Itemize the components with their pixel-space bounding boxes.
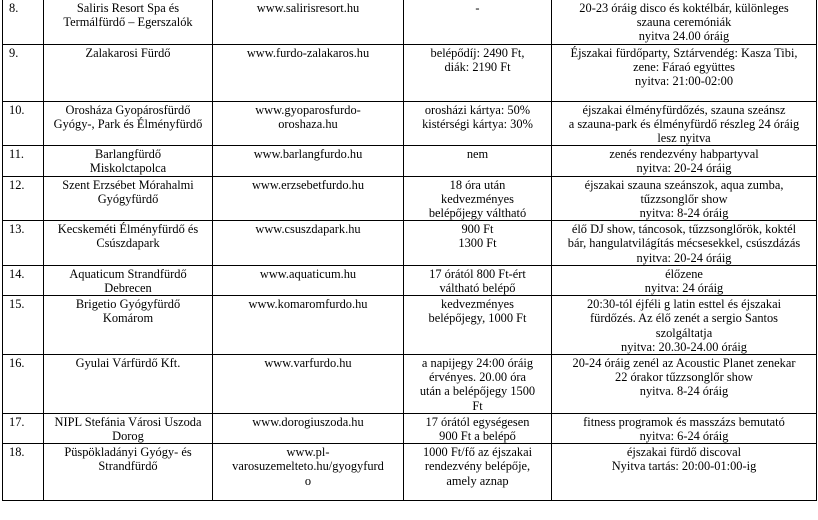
website-line: o	[304, 473, 312, 488]
price-line: 1300 Ft	[458, 236, 497, 251]
row-number: 18.	[9, 445, 25, 460]
price-cell	[404, 413, 552, 443]
program-line: szolgáltatja	[655, 325, 713, 340]
table-row	[3, 0, 817, 44]
program-line: fürdőzés. Az élő zenét a sergio Santos	[590, 311, 778, 326]
spa-programs-table	[2, 0, 817, 501]
website-line: www.aquaticum.hu	[259, 266, 357, 281]
website-line: varosuzemelteto.hu/gyogyfurd	[232, 459, 384, 474]
row-number: 16.	[9, 356, 25, 371]
program-line: 22 órakor tűzzsonglőr show	[615, 370, 753, 385]
spa-name-line: Strandfürdő	[98, 459, 158, 474]
spa-name-line: Orosháza Gyopárosfürdő	[65, 102, 191, 117]
spa-name-line: Aquaticum Strandfürdő	[69, 266, 187, 281]
table-row	[3, 221, 817, 266]
program-cell	[552, 413, 817, 443]
spa-name-line: Brigetio Gyógyfürdő	[75, 297, 181, 312]
table-row	[3, 265, 817, 295]
spa-name-line: Debrecen	[104, 281, 152, 296]
spa-name-line: Gyógy-, Park és Élményfürdő	[53, 116, 203, 131]
program-line: nyitva: 8-24 óráig	[639, 206, 729, 221]
program-line: élő DJ show, táncosok, tűzzsonglőrök, koktél	[571, 222, 797, 237]
row-number: 10.	[9, 102, 25, 117]
website-line: www.csuszdapark.hu	[255, 222, 361, 237]
price-line: kistérségi kártya: 30%	[422, 116, 533, 131]
website-line: www.barlangfurdo.hu	[253, 147, 363, 162]
price-line: rendezvény belépője,	[424, 459, 531, 474]
website-cell	[213, 146, 404, 176]
row-number: 9.	[9, 45, 19, 60]
website-cell	[213, 0, 404, 44]
program-line: 20-24 óráig zenél az Acoustic Planet zenekar	[572, 356, 796, 371]
program-cell	[552, 0, 817, 44]
program-line: lesz nyitva	[657, 131, 711, 146]
row-number-cell	[3, 146, 44, 176]
price-cell	[404, 444, 552, 501]
price-line: 18 óra után	[449, 177, 506, 192]
row-number-cell	[3, 101, 44, 146]
program-cell	[552, 44, 817, 101]
program-line: nyitva 24.00 óráig	[638, 29, 730, 44]
row-number-cell	[3, 265, 44, 295]
program-cell	[552, 101, 817, 146]
price-cell	[404, 44, 552, 101]
price-line: belépőjegy, 1000 Ft	[428, 311, 527, 326]
program-line: fitness programok és masszázs bemutató	[583, 414, 785, 429]
price-line: 1000 Ft/fő az éjszakai	[422, 445, 533, 460]
row-number: 15.	[9, 297, 25, 312]
table-row	[3, 444, 817, 501]
program-line: 20-23 óráig disco és koktélbár, különleges	[579, 1, 789, 15]
website-cell	[213, 101, 404, 146]
program-cell	[552, 146, 817, 176]
price-line: belépődíj: 2490 Ft,	[430, 45, 525, 60]
row-number-cell	[3, 413, 44, 443]
program-line: a szauna-park és élményfürdő részleg 24 óráig	[568, 116, 800, 131]
website-cell	[213, 44, 404, 101]
website-cell	[213, 176, 404, 221]
website-cell	[213, 413, 404, 443]
program-line: tűzzsonglőr show	[640, 191, 728, 206]
price-line: érvényes. 20.00 óra	[428, 370, 527, 385]
program-line: szauna ceremóniák	[636, 15, 732, 30]
spa-name-cell	[44, 296, 213, 355]
spa-name-line: Csúszdapark	[96, 236, 160, 251]
spa-name-line: Püspökladányi Gyógy- és	[64, 445, 192, 460]
program-line: nyitva: 6-24 óráig	[639, 429, 729, 444]
spa-name-line: Termálfürdő – Egerszalók	[63, 15, 193, 30]
spa-name-line: Zalakarosi Fürdő	[85, 45, 171, 60]
program-line: zenés rendezvény habpartyval	[609, 147, 759, 162]
spa-name-cell	[44, 0, 213, 44]
program-cell	[552, 176, 817, 221]
spa-name-cell	[44, 413, 213, 443]
website-line: www.varfurdo.hu	[264, 356, 352, 371]
program-line: bár, hangulatvilágítás mécsesekkel, csúszdázás	[567, 236, 801, 251]
program-line: éjszakai fürdő discoval	[626, 445, 742, 460]
website-cell	[213, 221, 404, 266]
table-row	[3, 44, 817, 101]
price-line: után a belépőjegy 1500	[419, 384, 536, 399]
price-line: a napijegy 24:00 óráig	[421, 356, 534, 371]
price-cell	[404, 146, 552, 176]
spa-name-line: NIPL Stefánia Városi Uszoda	[54, 414, 202, 429]
price-line: 900 Ft a belépő	[439, 429, 516, 444]
program-cell	[552, 444, 817, 501]
price-line: 900 Ft	[461, 222, 494, 237]
price-line: kedvezményes	[441, 297, 514, 312]
program-line: Nyitva tartás: 20:00-01:00-ig	[611, 459, 757, 474]
table-row	[3, 355, 817, 414]
program-line: élőzene	[665, 266, 703, 281]
price-line: váltható belépő	[439, 281, 516, 296]
price-cell	[404, 265, 552, 295]
spa-name-line: Miskolctapolca	[89, 161, 167, 176]
program-line: nyitva. 8-24 óráig	[639, 384, 729, 399]
table-row	[3, 296, 817, 355]
website-line: oroshaza.hu	[278, 116, 338, 131]
spa-name-cell	[44, 44, 213, 101]
spa-name-line: Dorog	[112, 429, 144, 444]
spa-name-cell	[44, 101, 213, 146]
price-line: amely aznap	[446, 473, 509, 488]
row-number-cell	[3, 444, 44, 501]
program-line: nyitva: 20-24 óráig	[636, 250, 732, 265]
price-cell	[404, 0, 552, 44]
table-row	[3, 101, 817, 146]
website-line: www.gyoparosfurdo-	[255, 102, 361, 117]
spa-name-line: Komárom	[102, 311, 154, 326]
website-cell	[213, 355, 404, 414]
program-line: nyitva: 21:00-02:00	[634, 74, 734, 89]
price-line: Ft	[472, 398, 483, 413]
price-line: kedvezményes	[441, 191, 514, 206]
price-line: nem	[466, 147, 489, 162]
spa-name-line: Gyógyfürdő	[97, 191, 159, 206]
row-number-cell	[3, 44, 44, 101]
program-line: nyitva: 24 óráig	[644, 281, 724, 296]
program-line: zene: Fáraó együttes	[633, 59, 735, 74]
program-cell	[552, 296, 817, 355]
program-cell	[552, 221, 817, 266]
website-line: www.komaromfurdo.hu	[248, 297, 368, 312]
table-body	[3, 0, 817, 501]
spa-name-cell	[44, 265, 213, 295]
program-line: éjszakai szauna szeánszok, aqua zumba,	[584, 177, 784, 192]
spa-name-line: Barlangfürdő	[94, 147, 162, 162]
website-cell	[213, 444, 404, 501]
price-cell	[404, 101, 552, 146]
program-line: nyitva: 20-24 óráig	[636, 161, 732, 176]
website-line: www.dorogiuszoda.hu	[252, 414, 364, 429]
price-line: -	[475, 1, 480, 15]
row-number-cell	[3, 0, 44, 44]
price-cell	[404, 355, 552, 414]
spa-name-cell	[44, 355, 213, 414]
price-cell	[404, 176, 552, 221]
website-line: www.erzsebetfurdo.hu	[251, 177, 365, 192]
spa-name-line: Kecskeméti Élményfürdő és	[57, 222, 199, 237]
row-number: 14.	[9, 266, 25, 281]
table-row	[3, 413, 817, 443]
row-number: 17.	[9, 414, 25, 429]
row-number: 13.	[9, 222, 25, 237]
row-number-cell	[3, 296, 44, 355]
program-cell	[552, 265, 817, 295]
spa-name-cell	[44, 444, 213, 501]
row-number-cell	[3, 355, 44, 414]
website-line: www.furdo-zalakaros.hu	[246, 45, 370, 60]
price-line: diák: 2190 Ft	[444, 59, 511, 74]
row-number: 11.	[9, 147, 25, 162]
program-line: éjszakai élményfürdőzés, szauna szeánsz	[582, 102, 786, 117]
price-cell	[404, 221, 552, 266]
price-cell	[404, 296, 552, 355]
website-cell	[213, 265, 404, 295]
website-line: www.salirisresort.hu	[256, 1, 360, 15]
price-line: 17 órától egységesen	[425, 414, 530, 429]
price-line: 17 órától 800 Ft-ért	[429, 266, 526, 281]
row-number-cell	[3, 221, 44, 266]
website-cell	[213, 296, 404, 355]
program-line: nyitva: 20.30-24.00 óráig	[621, 339, 747, 354]
program-line: 20:30-tól éjféli g latin esttel és éjszakai	[586, 297, 782, 312]
spa-name-line: Gyulai Várfürdő Kft.	[75, 356, 181, 371]
price-line: belépőjegy váltható	[428, 206, 527, 221]
row-number-cell	[3, 176, 44, 221]
table-row	[3, 176, 817, 221]
price-line: orosházi kártya: 50%	[424, 102, 531, 117]
spa-name-cell	[44, 176, 213, 221]
website-line: www.pl-	[286, 445, 330, 460]
spa-name-line: Szent Erzsébet Mórahalmi	[62, 177, 194, 192]
program-line: Éjszakai fürdőparty, Sztárvendég: Kasza Tibi,	[570, 45, 798, 60]
spa-name-cell	[44, 146, 213, 176]
table-row	[3, 146, 817, 176]
row-number: 8.	[9, 1, 19, 15]
spa-name-line: Saliris Resort Spa és	[76, 1, 180, 15]
program-cell	[552, 355, 817, 414]
row-number: 12.	[9, 177, 25, 192]
spa-name-cell	[44, 221, 213, 266]
